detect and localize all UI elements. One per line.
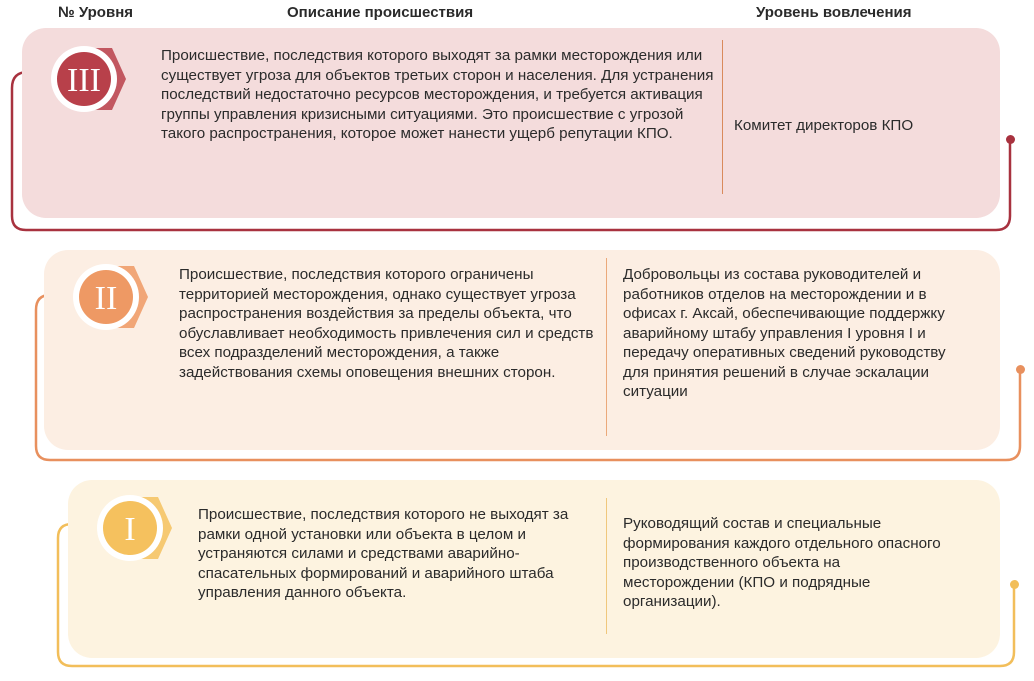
level-2-numeral: II <box>94 280 118 317</box>
level-3-involvement: Комитет директоров КПО <box>734 117 914 134</box>
level-1-description: Происшествие, последствия которого не выходят за рамки одной установки или объекта в целом и устраняются силами и средствами аварийно-спасательных формирований и аварийного штаба управления данного объекта. <box>198 506 569 601</box>
level-3-badge <box>48 44 148 114</box>
level-3-connector-dot <box>1006 135 1015 144</box>
level-1-numeral: I <box>124 511 136 548</box>
level-1-connector-dot <box>1010 580 1019 589</box>
level-1-badge <box>94 493 194 563</box>
header-description: Описание происшествия <box>287 4 474 21</box>
level-3-numeral: III <box>67 62 101 99</box>
level-2-divider <box>606 258 607 436</box>
level-2-connector-dot <box>1016 365 1025 374</box>
level-2-involvement: Добровольцы из состава руководителей и работников отделов на месторождении и в офисах г. Аксай, обеспечивающие поддержку аварийному штабу управления I уровня I и передачу оперативных сведений руководству для принятия решений в случае эскалации ситуации <box>623 266 946 400</box>
level-1-divider <box>606 498 607 634</box>
level-2-description: Происшествие, последствия которого ограничены территорией месторождения, однако существует угроза распространения воздействия за пределы объекта, что обуславливает необходимость привлечения сил и средств всех подразделений месторождения, а также задействования схемы оповещения внешних сторон. <box>179 266 594 381</box>
level-3-description: Происшествие, последствия которого выходят за рамки месторождения или существует угроза для объектов третьих сторон и населения. Для устранения последствий недостаточно ресурсов месторождения, и требуется активация группы управления кризисными ситуациями. Это происшествие с угрозой такого распространения, которое может нанести ущерб репутации КПО. <box>161 47 714 142</box>
level-2-badge <box>70 262 170 332</box>
level-3-divider <box>722 40 723 194</box>
header-involvement: Уровень вовлечения <box>756 4 912 21</box>
header-level: № Уровня <box>58 4 134 21</box>
level-1-involvement: Руководящий состав и специальные формирования каждого отдельного опасного производственного объекта на месторождении (КПО и подрядные организации). <box>623 515 941 610</box>
